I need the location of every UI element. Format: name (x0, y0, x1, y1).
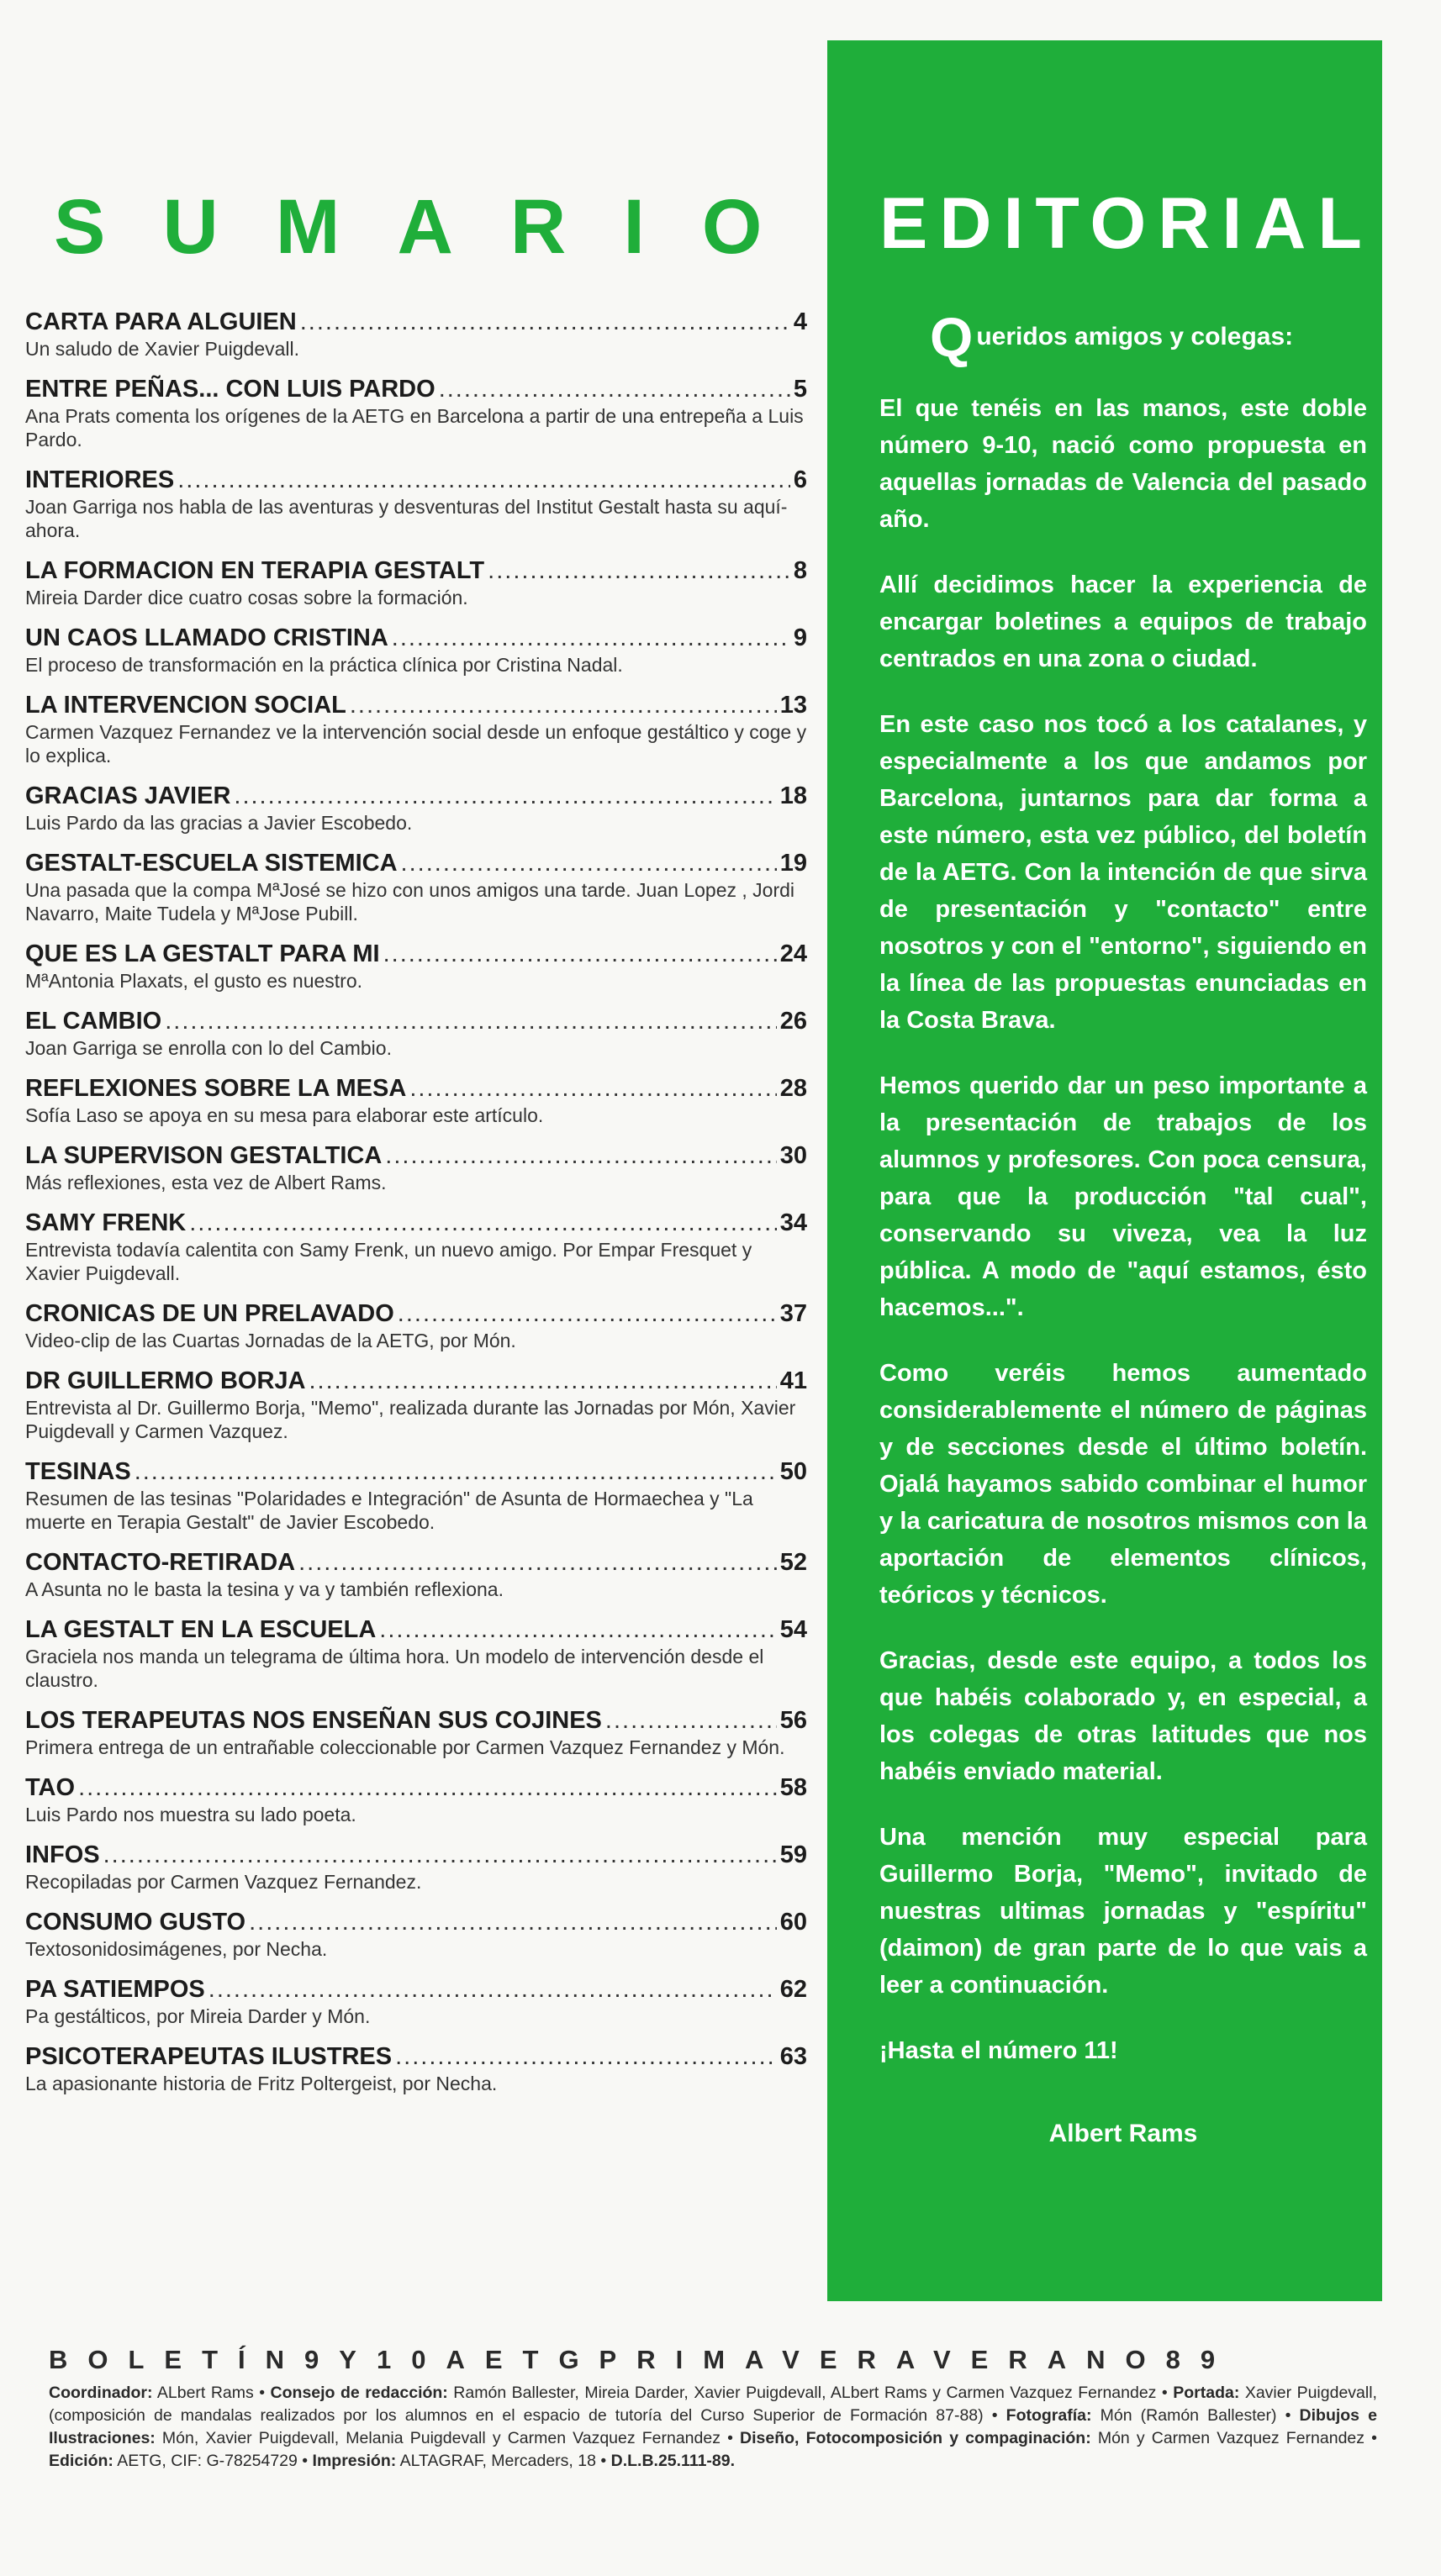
toc-leader-dots (392, 623, 790, 653)
toc-entry-title: UN CAOS LLAMADO CRISTINA (25, 624, 388, 651)
toc-page-number: 26 (779, 1008, 807, 1035)
credit-label: Impresión: (312, 2452, 397, 2470)
toc-leader-dots (78, 1773, 777, 1803)
toc-entry (25, 1840, 807, 1894)
toc-entry-description: Luis Pardo nos muestra su lado poeta. (25, 1804, 356, 1825)
toc-entry-description: Joan Garriga se enrolla con lo del Cambio. (25, 1037, 392, 1059)
toc-entry-line (25, 1974, 807, 2004)
toc-entry-description: Video-clip de las Cuartas Jornadas de la AETG, por Món. (25, 1330, 516, 1351)
toc-entry (25, 1974, 807, 2028)
toc-leader-dots (309, 1366, 777, 1396)
toc-page-number: 37 (779, 1300, 807, 1327)
toc-page-number: 58 (779, 1774, 807, 1801)
toc-entry (25, 1907, 807, 1961)
toc-entry (25, 556, 807, 609)
toc-leader-dots (379, 1615, 776, 1645)
credit-text: Món y Carmen Vazquez Fernandez (1097, 2429, 1365, 2447)
toc-entry-line (25, 1705, 807, 1736)
toc-entry-title: LA INTERVENCION SOCIAL (25, 692, 346, 719)
drop-cap: Q (930, 306, 974, 368)
toc-entry-line (25, 1457, 807, 1487)
credit-text: ALbert Rams (156, 2384, 254, 2402)
toc-page-number: 34 (779, 1209, 807, 1236)
toc-entry-title: CONTACTO-RETIRADA (25, 1549, 296, 1576)
toc-entry-line (25, 1366, 807, 1396)
credit-text: Món, Xavier Puigdevall, Melania Puigdevall y Carmen Vazquez Fernandez (161, 2429, 720, 2447)
toc-page-number: 19 (779, 850, 807, 877)
toc-page-number: 5 (793, 376, 807, 403)
toc-page-number: 56 (779, 1707, 807, 1734)
toc-leader-dots (439, 374, 790, 404)
toc-leader-dots (300, 307, 790, 337)
editorial-box (827, 40, 1382, 2301)
editorial-paragraph: Como veréis hemos aumentado considerablemente el número de páginas y de secciones desde el último boletín. Ojalá hayamos sabido combinar el humor y la caricatura de nosotros mismos con la aportación de elementos clínicos, teóricos y técnicos. (879, 1360, 1367, 1609)
toc-entry-description: Ana Prats comenta los orígenes de la AETG en Barcelona a partir de una entrepeña a Luis Pardo. (25, 405, 804, 450)
credit-text: Xavier Puigdevall, (composición de mandalas realizados por los alumnos en el espacio de tutoría del Curso Superior de Formación 87-88) (49, 2384, 1377, 2425)
toc-entry (25, 690, 807, 767)
toc-entry-line (25, 939, 807, 969)
credit-text: AETG, CIF: G-78254729 (117, 2452, 298, 2470)
toc-entry-title: INFOS (25, 1841, 100, 1868)
toc-leader-dots (298, 1547, 777, 1578)
editorial-paragraph: Hemos querido dar un peso importante a la presentación de trabajos de los alumnos y profesores. Con poca censura, para que la producción "tal cual", conservando su viveza, vea la luz pública. A modo de "aquí estamos, ésto hacemos...". (879, 1072, 1367, 1321)
toc-entry-title: QUE ES LA GESTALT PARA MI (25, 940, 380, 967)
toc-leader-dots (605, 1705, 777, 1736)
toc-entry-description: Más reflexiones, esta vez de Albert Rams. (25, 1172, 387, 1193)
toc-leader-dots (103, 1840, 777, 1870)
toc-entry-title: SAMY FRENK (25, 1209, 187, 1236)
credit-label: Edición: (49, 2452, 113, 2470)
toc-leader-dots (249, 1907, 777, 1937)
toc-page-number: 8 (793, 557, 807, 584)
toc-leader-dots (208, 1974, 777, 2004)
toc-entry-description: Entrevista al Dr. Guillermo Borja, "Memo", realizada durante las Jornadas por Món, Xavier Puigdevall y Carmen Vazquez. (25, 1397, 796, 1442)
toc-entry-title: DR GUILLERMO BORJA (25, 1367, 306, 1394)
toc-page-number: 24 (779, 940, 807, 967)
credits-footer (49, 2345, 1377, 2473)
toc-entry-description: Pa gestálticos, por Mireia Darder y Món. (25, 2005, 371, 2027)
credit-text: Món (Ramón Ballester) (1100, 2406, 1277, 2425)
credit-text: Ramón Ballester, Mireia Darder, Xavier Puigdevall, ALbert Rams y Carmen Vazquez Fernandez (453, 2384, 1157, 2402)
toc-entry-line (25, 374, 807, 404)
toc-entry (25, 848, 807, 925)
toc-entry-line (25, 1299, 807, 1329)
toc-page-number: 62 (779, 1976, 807, 2003)
toc-entry-title: GRACIAS JAVIER (25, 782, 231, 809)
toc-entry-description: MªAntonia Plaxats, el gusto es nuestro. (25, 970, 363, 992)
toc-page-number: 52 (779, 1549, 807, 1576)
toc-leader-dots (135, 1457, 777, 1487)
toc-page-number: 28 (779, 1075, 807, 1102)
footer-masthead: BOLETÍN9Y10AETGPRIMAVERAVERANO89 (49, 2345, 1236, 2374)
toc-entry-title: REFLEXIONES SOBRE LA MESA (25, 1075, 407, 1102)
toc-entry-description: Una pasada que la compa MªJosé se hizo con unos amigos una tarde. Juan Lopez , Jordi Navarro, Maite Tudela y MªJose Pubill. (25, 879, 795, 925)
toc-entry (25, 1006, 807, 1060)
toc-page-number: 54 (779, 1616, 807, 1643)
toc-entry (25, 1457, 807, 1534)
toc-page-number: 50 (779, 1458, 807, 1485)
toc-leader-dots (401, 848, 777, 878)
credit-label: Diseño, Fotocomposición y compaginación: (740, 2429, 1091, 2447)
toc-entry-title: CARTA PARA ALGUIEN (25, 308, 297, 335)
credit-label: Fotografía: (1006, 2406, 1092, 2425)
credit-label: Portada: (1173, 2384, 1240, 2402)
toc-leader-dots (165, 1006, 777, 1036)
toc-entry-description: La apasionante historia de Fritz Poltergeist, por Necha. (25, 2073, 498, 2094)
toc-entry-description: Textosonidosimágenes, por Necha. (25, 1938, 328, 1960)
toc-page-number: 59 (779, 1841, 807, 1868)
toc-entry (25, 1140, 807, 1194)
toc-entry (25, 1299, 807, 1352)
toc-entry-description: Mireia Darder dice cuatro cosas sobre la formación. (25, 587, 468, 608)
toc-page-number: 63 (779, 2043, 807, 2070)
toc-entry-line (25, 1615, 807, 1645)
toc-page-number: 30 (779, 1142, 807, 1169)
toc-entry-title: LOS TERAPEUTAS NOS ENSEÑAN SUS COJINES (25, 1707, 602, 1734)
toc-leader-dots (398, 1299, 777, 1329)
toc-entry (25, 465, 807, 542)
toc-entry-line (25, 1140, 807, 1171)
toc-entry (25, 1615, 807, 1692)
toc-entry-line (25, 465, 807, 495)
credit-label: D.L.B.25.111-89. (610, 2452, 736, 2470)
toc-entry-line (25, 848, 807, 878)
toc-page-number: 60 (779, 1909, 807, 1936)
toc-entry-title: INTERIORES (25, 466, 175, 493)
toc-leader-dots (234, 781, 776, 811)
toc-entry-title: EL CAMBIO (25, 1008, 162, 1035)
toc-entry-title: LA FORMACION EN TERAPIA GESTALT (25, 557, 485, 584)
toc-entry-title: CONSUMO GUSTO (25, 1909, 246, 1936)
editorial-title: EDITORIAL (879, 183, 1374, 264)
toc-leader-dots (488, 556, 790, 586)
toc-entry-description: Sofía Laso se apoya en su mesa para elaborar este artículo. (25, 1104, 544, 1126)
toc-leader-dots (385, 1140, 776, 1171)
editorial-signature: Albert Rams (1048, 2120, 1198, 2147)
toc-entry (25, 1208, 807, 1285)
toc-entry-line (25, 1840, 807, 1870)
toc-leader-dots (350, 690, 777, 720)
credit-label: Consejo de redacción: (270, 2384, 448, 2402)
toc-entry-description: A Asunta no le basta la tesina y va y también reflexiona. (25, 1578, 504, 1600)
toc-entry-title: TAO (25, 1774, 76, 1801)
editorial-paragraph: Allí decidimos hacer la experiencia de encargar boletines a equipos de trabajo centrados en una zona o ciudad. (879, 572, 1367, 672)
editorial-paragraph: Una mención muy especial para Guillermo Borja, "Memo", invitado de nuestras ultimas jornadas y "espíritu" (daimon) de gran parte de lo que vais a leer a continuación. (879, 1824, 1367, 1999)
toc-entry-title: ENTRE PEÑAS... CON LUIS PARDO (25, 376, 435, 403)
toc-leader-dots (395, 2041, 777, 2072)
toc-entry (25, 1073, 807, 1127)
toc-entry-title: LA SUPERVISON GESTALTICA (25, 1142, 383, 1169)
editorial-paragraph: Gracias, desde este equipo, a todos los que habéis colaborado y, en especial, a los colegas de otras latitudes que nos habéis enviado material. (879, 1647, 1367, 1785)
toc-page-number: 4 (793, 308, 807, 335)
toc-entry-title: GESTALT-ESCUELA SISTEMICA (25, 850, 398, 877)
toc-page-number: 18 (779, 782, 807, 809)
editorial-body (879, 390, 1367, 2069)
credit-label: Dibujos e Ilustraciones: (49, 2406, 1377, 2447)
toc-entry-line (25, 2041, 807, 2072)
toc-entry-description: Resumen de las tesinas "Polaridades e Integración" de Asunta de Hormaechea y "La muerte en Terapia Gestalt" de Javier Escobedo. (25, 1488, 753, 1533)
table-of-contents (25, 307, 807, 2095)
toc-page-number: 13 (779, 692, 807, 719)
toc-entry-title: PSICOTERAPEUTAS ILUSTRES (25, 2043, 393, 2070)
toc-entry-line (25, 623, 807, 653)
toc-entry (25, 939, 807, 993)
toc-entry-line (25, 556, 807, 586)
footer-credits: Coordinador: ALbert Rams • Consejo de redacción: Ramón Ballester, Mireia Darder, Xavier Puigdevall, ALbert Rams y Carmen Vazquez Fernandez • Portada: Xavier Puigdevall, (composición de mandalas realizados por los alumnos en el espacio de tutoría del Curso Superior de Formación 87-88) • Fotografía: Món (Ramón Ballester) • Dibujos e Ilustraciones: Món, Xavier Puigdevall, Melania Puigdevall y Carmen Vazquez Fernandez • Diseño, Fotocomposición y compaginación: Món y Carmen Vazquez Fernandez • Edición: AETG, CIF: G-78254729 • Impresión: ALTAGRAF, Mercaders, 18 • D.L.B.25.111-89. (49, 2384, 1377, 2470)
toc-entry-title: LA GESTALT EN LA ESCUELA (25, 1616, 377, 1643)
toc-entry-line (25, 1907, 807, 1937)
toc-entry-description: Luis Pardo da las gracias a Javier Escobedo. (25, 812, 413, 834)
toc-page-number: 41 (779, 1367, 807, 1394)
toc-entry-line (25, 1773, 807, 1803)
toc-entry-description: El proceso de transformación en la práctica clínica por Cristina Nadal. (25, 654, 623, 676)
toc-entry (25, 2041, 807, 2095)
toc-entry (25, 374, 807, 451)
toc-entry-line (25, 307, 807, 337)
toc-entry (25, 781, 807, 835)
toc-entry-line (25, 1547, 807, 1578)
toc-page-number: 9 (793, 624, 807, 651)
toc-entry-description: Primera entrega de un entrañable coleccionable por Carmen Vazquez Fernandez y Món. (25, 1736, 785, 1758)
toc-entry-description: Carmen Vazquez Fernandez ve la intervención social desde un enfoque gestáltico y coge y lo explica. (25, 721, 807, 766)
greeting-text: ueridos amigos y colegas: (976, 323, 1294, 350)
credit-text: ALTAGRAF, Mercaders, 18 (399, 2452, 596, 2470)
toc-entry (25, 623, 807, 677)
toc-entry-title: PA SATIEMPOS (25, 1976, 205, 2003)
toc-leader-dots (409, 1073, 776, 1104)
toc-entry-description: Un saludo de Xavier Puigdevall. (25, 338, 300, 360)
editorial-paragraph: El que tenéis en las manos, este doble número 9-10, nació como propuesta en aquellas jornadas de Valencia del pasado año. (879, 395, 1367, 533)
editorial-paragraph: ¡Hasta el número 11! (879, 2037, 1118, 2064)
toc-entry-line (25, 690, 807, 720)
toc-entry-line (25, 1208, 807, 1238)
toc-entry-line (25, 1073, 807, 1104)
toc-leader-dots (383, 939, 777, 969)
toc-entry-title: CRONICAS DE UN PRELAVADO (25, 1300, 394, 1327)
toc-page-number: 6 (793, 466, 807, 493)
toc-leader-dots (177, 465, 790, 495)
toc-entry-line (25, 781, 807, 811)
toc-entry-description: Graciela nos manda un telegrama de última hora. Un modelo de intervención desde el claustro. (25, 1646, 764, 1691)
toc-entry (25, 1705, 807, 1759)
editorial-paragraph: En este caso nos tocó a los catalanes, y especialmente a los que andamos por Barcelona, juntarnos para dar forma a este número, esta vez público, del boletín de la AETG. Con la intención de que sirva de presentación y "contacto" entre nosotros y con el "entorno", siguiendo en la línea de las propuestas enunciadas en la Costa Brava. (879, 711, 1367, 1034)
sumario-title: SUMARIO (54, 184, 820, 270)
toc-entry (25, 1547, 807, 1601)
credit-label: Coordinador: (49, 2384, 153, 2402)
toc-entry-title: TESINAS (25, 1458, 131, 1485)
toc-entry-description: Joan Garriga nos habla de las aventuras y desventuras del Institut Gestalt hasta su aquí-ahora. (25, 496, 788, 541)
toc-entry (25, 1366, 807, 1443)
toc-entry-line (25, 1006, 807, 1036)
sumario-column (25, 181, 820, 2109)
editorial-greeting (930, 306, 1367, 368)
toc-leader-dots (189, 1208, 777, 1238)
toc-entry (25, 307, 807, 361)
toc-entry-description: Entrevista todavía calentita con Samy Frenk, un nuevo amigo. Por Empar Fresquet y Xavier Puigdevall. (25, 1239, 752, 1284)
toc-entry-description: Recopiladas por Carmen Vazquez Fernandez. (25, 1871, 422, 1893)
toc-entry (25, 1773, 807, 1826)
